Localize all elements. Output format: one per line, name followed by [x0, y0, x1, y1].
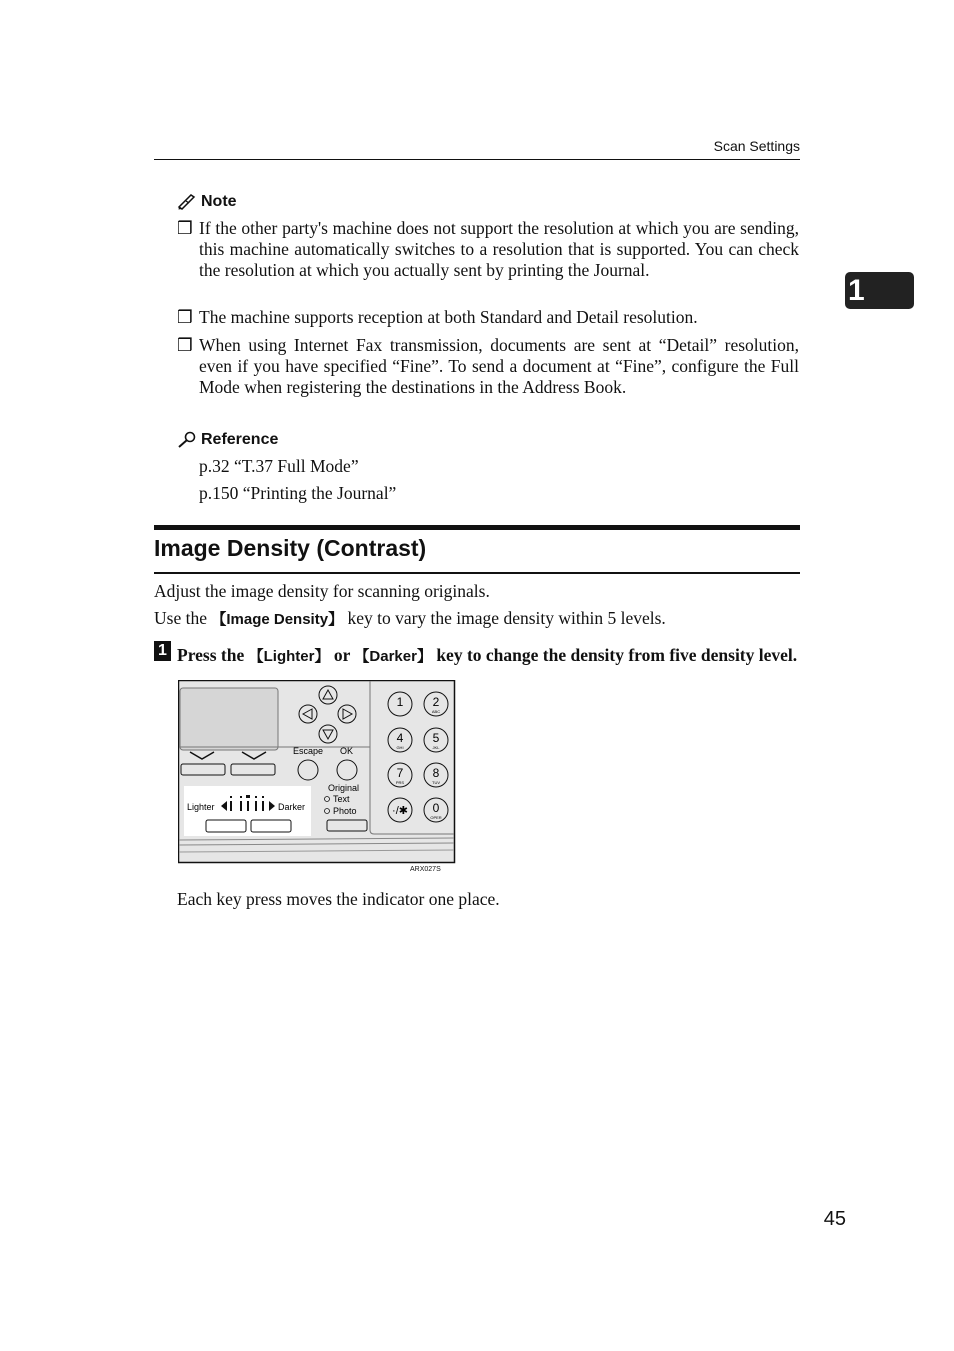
- checkbox-bullet-icon: ❒: [177, 307, 193, 327]
- svg-text:GHI: GHI: [396, 745, 404, 750]
- instruction-suffix: key to vary the image density within 5 levels.: [343, 608, 666, 628]
- step-prefix: Press the: [177, 645, 249, 665]
- svg-text:TUV: TUV: [432, 780, 440, 785]
- step-instruction: [177, 645, 797, 666]
- escape-label: Escape: [293, 746, 324, 756]
- section-title: Image Density (Contrast): [154, 535, 427, 561]
- step-number: 1: [154, 641, 171, 661]
- note-item-text: The machine supports reception at both Standard and Detail resolution.: [199, 307, 698, 327]
- lighter-key[interactable]: [206, 820, 246, 832]
- selection-key-right[interactable]: [231, 764, 275, 775]
- step-suffix: key to change the density from five density level.: [431, 645, 798, 665]
- checkbox-bullet-icon: ❒: [177, 335, 193, 355]
- control-panel-illustration: [178, 680, 456, 865]
- down-arrow-key[interactable]: [319, 725, 337, 743]
- up-arrow-key[interactable]: [319, 686, 337, 704]
- svg-text:8: 8: [432, 766, 440, 780]
- chapter-tab: 1: [845, 272, 914, 309]
- svg-text:7: 7: [396, 766, 404, 780]
- keypad-star-key[interactable]: [388, 798, 412, 822]
- original-type-key[interactable]: [327, 820, 367, 831]
- step-middle: or: [329, 645, 355, 665]
- section-intro: Adjust the image density for scanning originals.: [154, 581, 490, 601]
- original-label: Original: [328, 783, 360, 793]
- header-rule: [154, 159, 800, 160]
- darker-key[interactable]: [251, 820, 291, 832]
- lighter-key: 【Lighter】: [248, 648, 330, 665]
- keypad-1-key[interactable]: [388, 692, 412, 716]
- reference-heading: [177, 431, 278, 449]
- keypad-2-key[interactable]: [424, 692, 448, 716]
- svg-text:ABC: ABC: [431, 709, 441, 714]
- svg-text:5: 5: [432, 731, 440, 745]
- ok-label: OK: [340, 746, 354, 756]
- left-arrow-key[interactable]: [299, 705, 317, 723]
- keypad-0-key[interactable]: [424, 798, 448, 822]
- figure-code: ARX027S: [410, 866, 441, 873]
- svg-text:OPER: OPER: [430, 815, 442, 820]
- darker-key: 【Darker】: [354, 648, 432, 665]
- pencil-icon: [177, 194, 197, 210]
- note-item-text: If the other party's machine does not support the resolution at which you are sending, this machine automatically switches to a resolution that is supported. You can check the resolution at which you actually sent by printing the Journal.: [199, 218, 799, 280]
- reference-link[interactable]: p.32 “T.37 Full Mode”: [199, 456, 359, 476]
- note-heading: [177, 193, 237, 211]
- lighter-label: Lighter: [187, 802, 215, 812]
- checkbox-bullet-icon: ❒: [177, 218, 193, 238]
- instruction-prefix: Use the: [154, 608, 212, 628]
- keypad-4-key[interactable]: [388, 728, 412, 752]
- svg-text:PRS: PRS: [395, 780, 405, 785]
- ok-key[interactable]: [337, 760, 357, 780]
- escape-key[interactable]: [298, 760, 318, 780]
- magnifier-icon: [177, 431, 197, 449]
- selection-key-left[interactable]: [181, 764, 225, 775]
- page-number: 45: [823, 1208, 846, 1230]
- svg-text:0: 0: [432, 801, 440, 815]
- svg-text:·/✱: ·/✱: [392, 805, 408, 817]
- svg-text:4: 4: [396, 731, 404, 745]
- right-arrow-key[interactable]: [338, 705, 356, 723]
- keypad-7-key[interactable]: [388, 763, 412, 787]
- section-rule-bottom: [154, 572, 800, 574]
- section-rule-top: [154, 525, 800, 530]
- section-instruction: [154, 608, 666, 630]
- svg-text:1: 1: [396, 695, 404, 709]
- image-density-key: 【Image Density】: [211, 611, 344, 628]
- note-item-text: When using Internet Fax transmission, documents are sent at “Detail” resolution, even if you have specified “Fine”. To send a document at “Fine”, configure the Full Mode when registering the destinations in the Address Book.: [199, 335, 799, 397]
- running-header: Scan Settings: [713, 138, 800, 154]
- note-heading-label: Note: [201, 193, 237, 210]
- keypad-8-key[interactable]: [424, 763, 448, 787]
- darker-label: Darker: [278, 802, 306, 812]
- step-result: Each key press moves the indicator one place.: [177, 889, 500, 909]
- photo-label: Photo: [333, 806, 357, 816]
- reference-link[interactable]: p.150 “Printing the Journal”: [199, 483, 397, 503]
- svg-text:JKL: JKL: [432, 745, 440, 750]
- text-label: Text: [333, 794, 350, 804]
- keypad-5-key[interactable]: [424, 728, 448, 752]
- svg-text:2: 2: [432, 695, 440, 709]
- reference-heading-label: Reference: [201, 431, 279, 448]
